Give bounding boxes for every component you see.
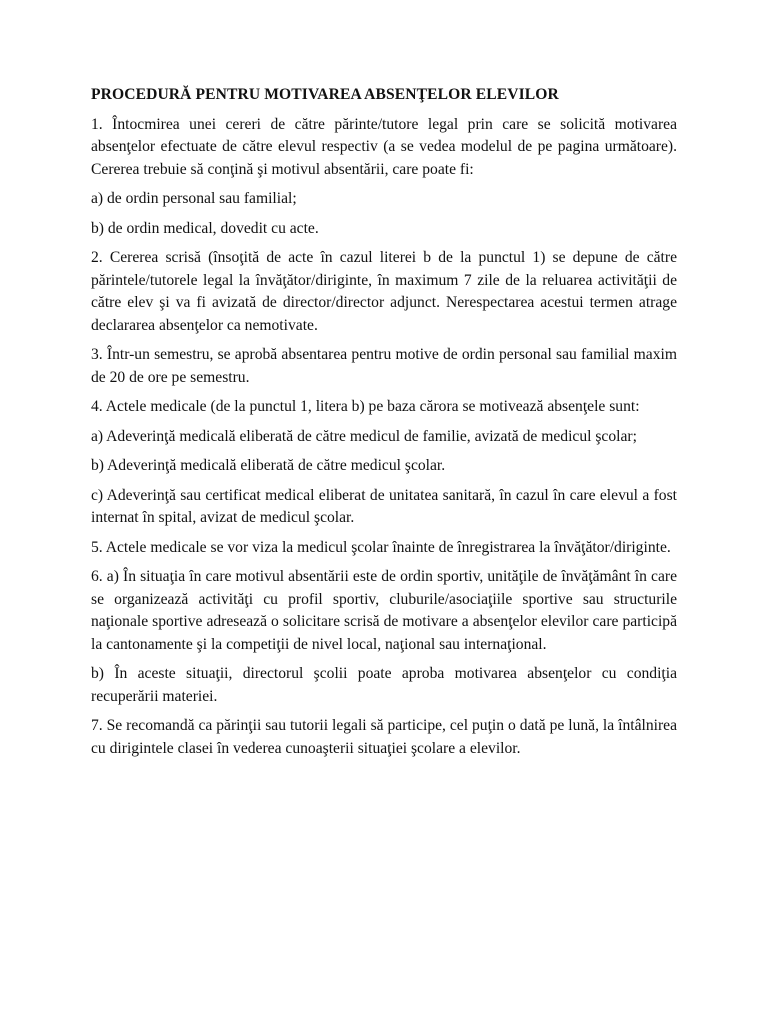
paragraph-point-5: 5. Actele medicale se vor viza la medicul şcolar înainte de înregistrarea la învăţător/diriginte. — [91, 538, 671, 556]
paragraph-point-4a: a) Adeverinţă medicală eliberată de către medicul de familie, avizată de medicul şcolar; — [91, 427, 637, 445]
paragraph-point-1a: a) de ordin personal sau familial; — [91, 190, 297, 207]
paragraph-point-7: 7. Se recomandă ca părinţii sau tutorii legali să participe, cel puţin o dată pe lună, la întâlnirea cu dirigintele clasei în vederea cunoaşterii situaţiei şcolare a elevilor. — [91, 717, 677, 757]
paragraph-point-1b: b) de ordin medical, dovedit cu acte. — [91, 219, 319, 237]
paragraph-point-2: 2. Cererea scrisă (însoţită de acte în cazul literei b de la punctul 1) se depune de către părintele/tutorele legal la învăţător/diriginte, în maximum 7 zile de la reluarea activităţii de către elev şi va fi avizată de director/director adjunct. Nerespectarea acestui termen atrage declararea absenţelor ca nemotivate. — [91, 249, 677, 334]
paragraph-point-4b: b) Adeverinţă medicală eliberată de către medicul şcolar. — [91, 457, 446, 474]
paragraph-point-1: 1. Întocmirea unei cereri de către părinte/tutore legal prin care se solicită motivarea absenţelor efectuate de către elevul respectiv (a se vedea modelul de pe pagina următoare). Cererea trebuie să conţină şi motivul absentării, care poate fi: — [91, 115, 677, 178]
paragraph-point-4c: c) Adeverinţă sau certificat medical eliberat de unitatea sanitară, în cazul în care elevul a fost internat în spital, avizat de medicul şcolar. — [91, 486, 677, 526]
document-page — [91, 84, 677, 767]
document-title: PROCEDURĂ PENTRU MOTIVAREA ABSENŢELOR ELEVILOR — [91, 86, 559, 103]
paragraph-point-6a: 6. a) În situaţia în care motivul absentării este de ordin sportiv, unităţile de învăţământ în care se organizează activităţi cu profil sportiv, cluburile/asociaţiile sportive sau structurile naţionale sportive adresează o solicitare scrisă de motivare a absenţelor elevilor care participă la cantonamente şi la competiţii de nivel local, naţional sau internaţional. — [91, 568, 677, 653]
paragraph-point-3: 3. Într-un semestru, se aprobă absentarea pentru motive de ordin personal sau familial maxim de 20 de ore pe semestru. — [91, 346, 677, 386]
paragraph-point-6b: b) În aceste situaţii, directorul şcolii poate aproba motivarea absenţelor cu condiţia recuperării materiei. — [91, 665, 677, 705]
paragraph-point-4: 4. Actele medicale (de la punctul 1, litera b) pe baza cărora se motivează absenţele sunt: — [91, 398, 640, 415]
